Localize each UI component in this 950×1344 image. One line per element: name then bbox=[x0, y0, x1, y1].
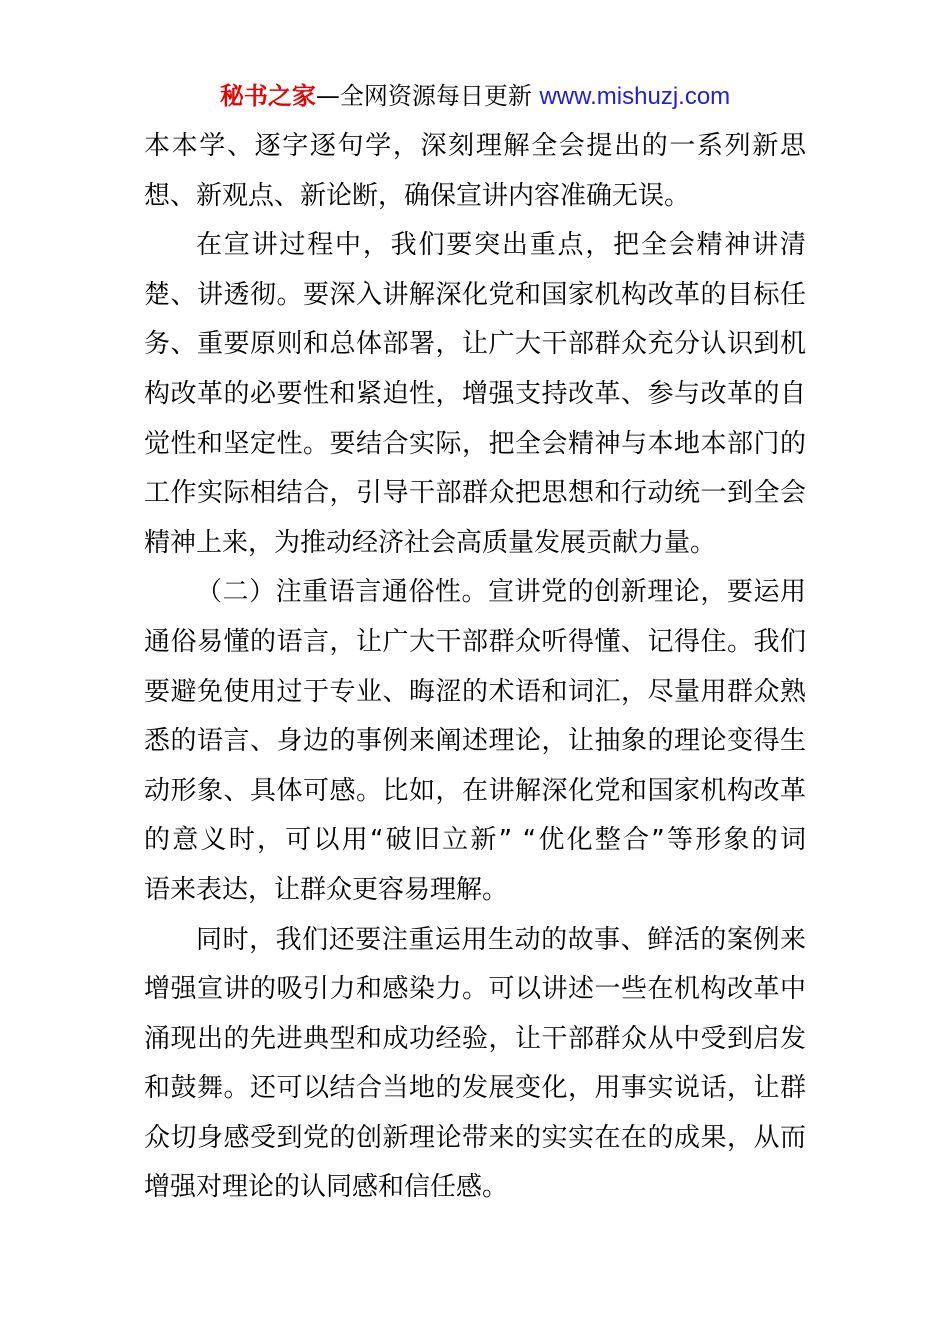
site-url-link[interactable]: www.mishuzj.com bbox=[539, 83, 731, 110]
header-tagline: —全网资源每日更新 bbox=[315, 82, 540, 110]
document-body bbox=[144, 122, 806, 1213]
text-line: 想、新观点、新论断，确保宣讲内容准确无误。 bbox=[144, 180, 691, 211]
text-line: 楚、讲透彻。要深入讲解深化党和国家机构改革的目标任 bbox=[144, 279, 806, 310]
text-line: 精神上来，为推动经济社会高质量发展贡献力量。 bbox=[144, 527, 717, 558]
text-line: 在宣讲过程中，我们要突出重点，把全会精神讲清 bbox=[196, 230, 806, 261]
brand-name: 秘书之家 bbox=[219, 82, 316, 110]
text-line: 增强宣讲的吸引力和感染力。可以讲述一些在机构改革中 bbox=[144, 974, 806, 1005]
text-line: 增强对理论的认同感和信任感。 bbox=[144, 1172, 509, 1203]
text-line: 的意义时，可以用“破旧立新” “优化整合”等形象的词 bbox=[144, 825, 806, 856]
text-line: 涌现出的先进典型和成功经验，让干部群众从中受到启发 bbox=[144, 1023, 806, 1054]
text-line: 务、重要原则和总体部署，让广大干部群众充分认识到机 bbox=[144, 329, 806, 360]
text-line: 觉性和坚定性。要结合实际，把全会精神与本地本部门的 bbox=[144, 428, 806, 459]
text-line: 悉的语言、身边的事例来阐述理论，让抽象的理论变得生 bbox=[144, 726, 806, 757]
text-line: 通俗易懂的语言，让广大干部群众听得懂、记得住。我们 bbox=[144, 626, 806, 657]
text-line: 众切身感受到党的创新理论带来的实实在在的成果，从而 bbox=[144, 1122, 806, 1153]
text-line: 工作实际相结合，引导干部群众把思想和行动统一到全会 bbox=[144, 478, 806, 509]
text-line: 动形象、具体可感。比如，在讲解深化党和国家机构改革 bbox=[144, 775, 806, 806]
text-line: 和鼓舞。还可以结合当地的发展变化，用事实说话，让群 bbox=[144, 1073, 806, 1104]
text-line: 语来表达，让群众更容易理解。 bbox=[144, 874, 509, 905]
text-line: 本本学、逐字逐句学，深刻理解全会提出的一系列新思 bbox=[144, 131, 806, 161]
text-line: （二）注重语言通俗性。宣讲党的创新理论，要运用 bbox=[196, 577, 806, 608]
site-header bbox=[0, 80, 950, 113]
text-line: 同时，我们还要注重运用生动的故事、鲜活的案例来 bbox=[196, 924, 806, 955]
text-line: 构改革的必要性和紧迫性，增强支持改革、参与改革的自 bbox=[144, 378, 806, 409]
text-line: 要避免使用过于专业、晦涩的术语和词汇，尽量用群众熟 bbox=[144, 676, 806, 707]
